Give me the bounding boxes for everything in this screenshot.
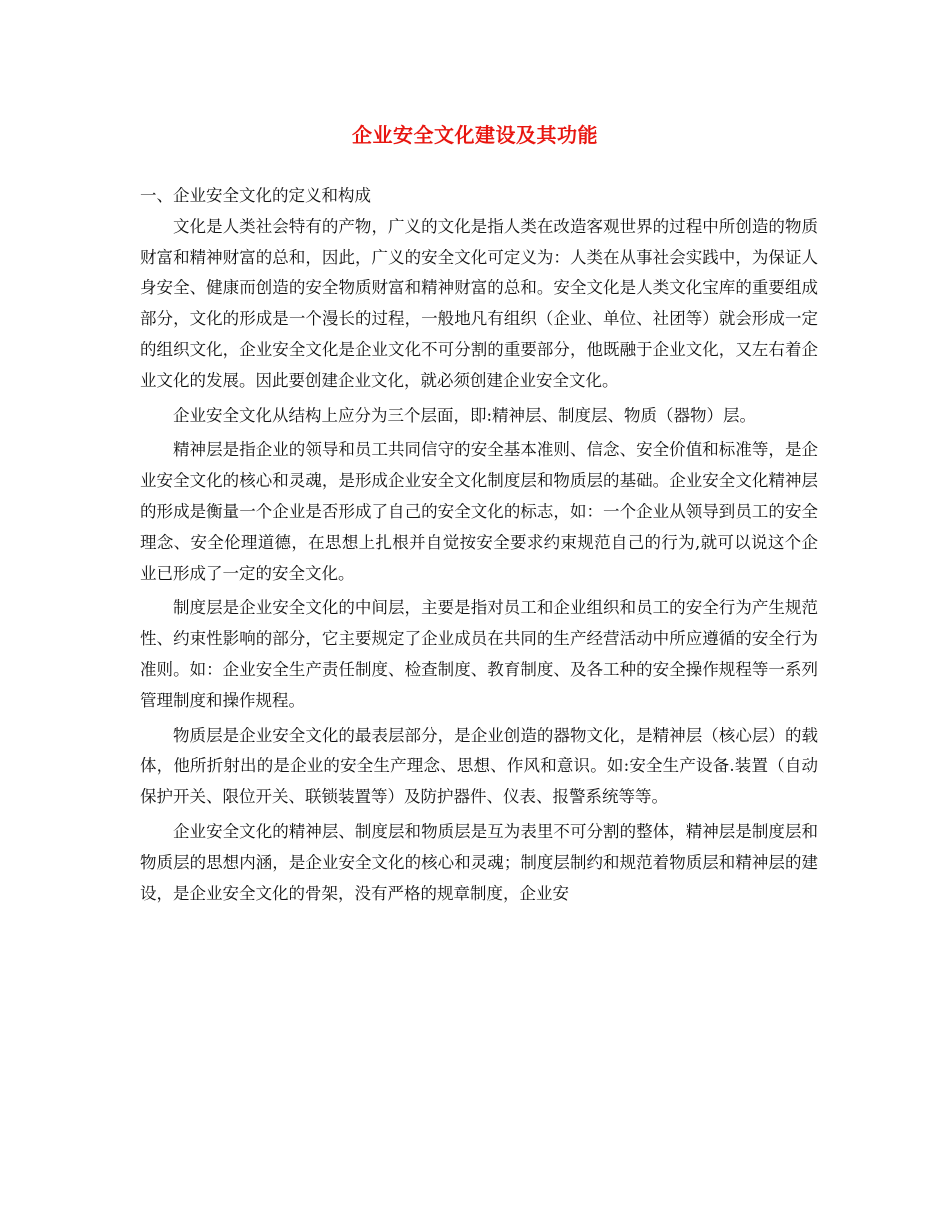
paragraph-layer-relationship: 企业安全文化的精神层、制度层和物质层是互为表里不可分割的整体，精神层是制度层和物质层的思想内涵，是企业安全文化的核心和灵魂；制度层制约和规范着物质层和精神层的建设，是企业安全文化的骨架，没有严格的规章制度，企业安 <box>140 821 818 903</box>
paragraph-culture-definition: 文化是人类社会特有的产物，广义的文化是指人类在改造客观世界的过程中所创造的物质财富和精神财富的总和，因此，广义的安全文化可定义为：人类在从事社会实践中，为保证人身安全、健康而创造的安全物质财富和精神财富的总和。安全文化是人类文化宝库的重要组成部分，文化的形成是一个漫长的过程，一般地凡有组织（企业、单位、社团等）就会形成一定的组织文化，企业安全文化是企业文化不可分割的重要部分，他既融于企业文化，又左右着企业文化的发展。因此要创建企业文化，就必须创建企业安全文化。 <box>140 216 818 390</box>
paragraph-material-layer: 物质层是企业安全文化的最表层部分，是企业创造的器物文化，是精神层（核心层）的载体，他所折射出的是企业的安全生产理念、思想、作风和意识。如:安全生产设备.装置（自动保护开关、限位开关、联锁装置等）及防护器件、仪表、报警系统等等。 <box>140 725 818 807</box>
document-body <box>140 181 818 913</box>
paragraph-three-layers: 企业安全文化从结构上应分为三个层面，即:精神层、制度层、物质（器物）层。 <box>173 405 757 425</box>
paragraph-spiritual-layer: 精神层是指企业的领导和员工共同信守的安全基本准则、信念、安全价值和标准等，是企业安全文化的核心和灵魂，是形成企业安全文化制度层和物质层的基础。企业安全文化精神层的形成是衡量一个企业是否形成了自己的安全文化的标志，如：一个企业从领导到员工的安全理念、安全伦理道德，在思想上扎根并自觉按安全要求约束规范自己的行为,就可以说这个企业已形成了一定的安全文化。 <box>140 440 818 583</box>
paragraph-institutional-layer: 制度层是企业安全文化的中间层，主要是指对员工和企业组织和员工的安全行为产生规范性、约束性影响的部分，它主要规定了企业成员在共同的生产经营活动中所应遵循的安全行为准则。如：企业安全生产责任制度、检查制度、教育制度、及各工种的安全操作规程等一系列管理制度和操作规程。 <box>140 598 818 710</box>
document-title: 企业安全文化建设及其功能 <box>352 123 598 147</box>
section-heading: 一、企业安全文化的定义和构成 <box>140 186 371 205</box>
